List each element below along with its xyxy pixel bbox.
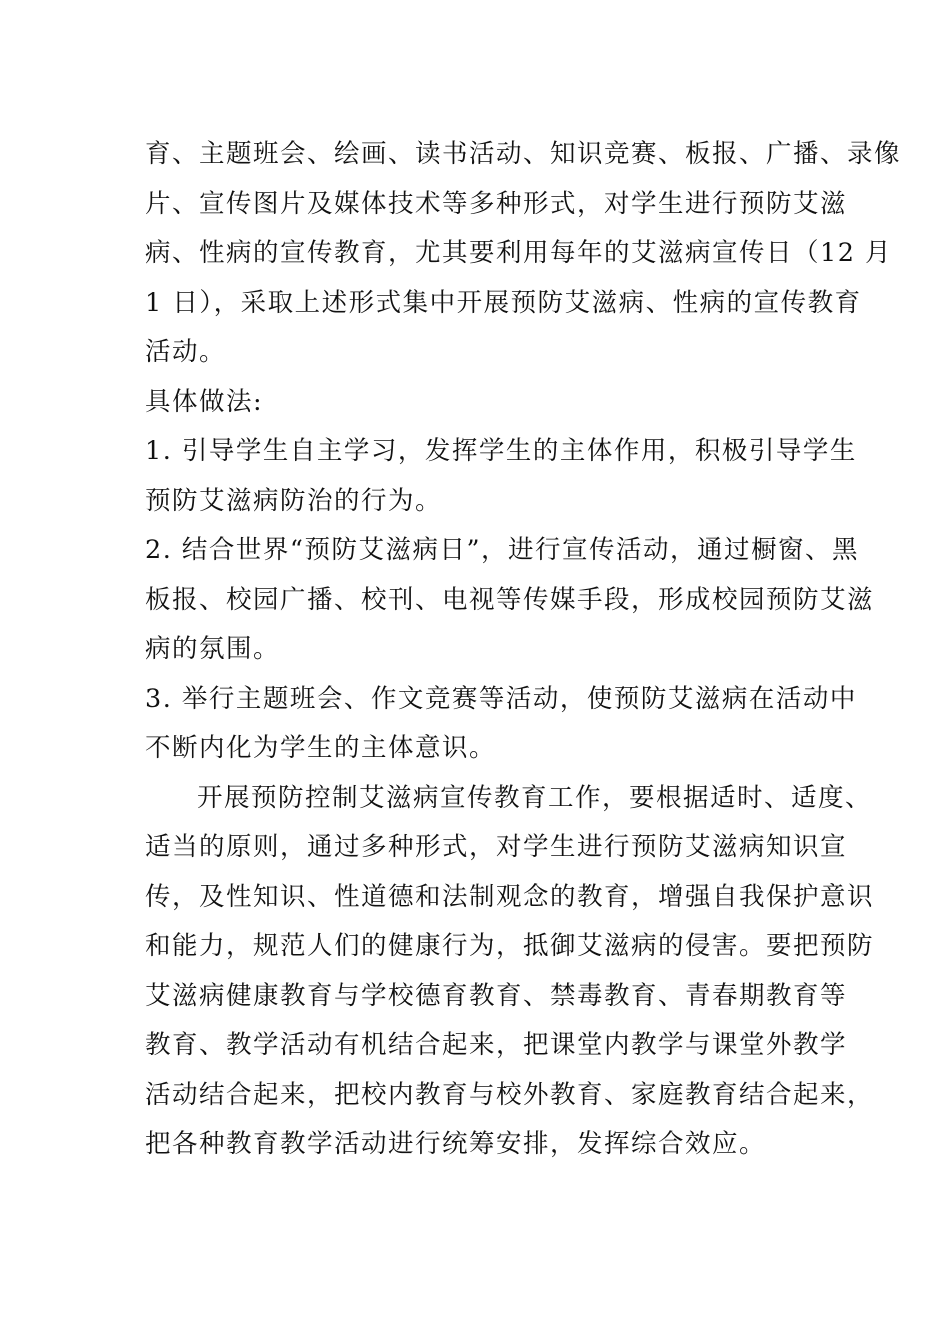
text-line: 活动结合起来，把校内教育与校外教育、家庭教育结合起来，: [145, 1079, 875, 1110]
text-line: 传，及性知识、性道德和法制观念的教育，增强自我保护意识: [145, 881, 875, 912]
text-line: 和能力，规范人们的健康行为，抵御艾滋病的侵害。要把预防: [145, 931, 875, 961]
text-line: 片、宣传图片及媒体技术等多种形式，对学生进行预防艾滋: [145, 188, 848, 219]
list-item-1-continued: 预防艾滋病防治的行为。: [145, 485, 443, 516]
text-line: 活动。: [145, 337, 227, 367]
text-line: 教育、教学活动有机结合起来，把课堂内教学与课堂外教学: [145, 1030, 848, 1060]
list-item-3-continued: 不断内化为学生的主体意识。: [145, 733, 497, 763]
list-item-3: 3. 举行主题班会、作文竞赛等活动，使预防艾滋病在活动中: [145, 683, 857, 714]
text-line: 1 日），采取上述形式集中开展预防艾滋病、性病的宣传教育: [145, 287, 862, 318]
document-body: [145, 130, 902, 1170]
paragraph-start: 开展预防控制艾滋病宣传教育工作，要根据适时、适度、: [197, 782, 873, 813]
list-item-1: 1. 引导学生自主学习，发挥学生的主体作用，积极引导学生: [145, 436, 857, 466]
list-item-2-continued: 板报、校园广播、校刊、电视等传媒手段，形成校园预防艾滋: [145, 584, 875, 615]
text-line: 把各种教育教学活动进行统筹安排，发挥综合效应。: [145, 1129, 767, 1159]
text-line: 病、性病的宣传教育，尤其要利用每年的艾滋病宣传日（12 月: [145, 238, 893, 268]
text-line: 艾滋病健康教育与学校德育教育、禁毒教育、青春期教育等: [145, 980, 848, 1011]
list-item-2: 2. 结合世界“预防艾滋病日”，进行宣传活动，通过橱窗、黑: [145, 535, 860, 565]
list-item-2-continued: 病的氛围。: [145, 634, 281, 664]
text-line: 育、主题班会、绘画、读书活动、知识竞赛、板报、广播、录像: [145, 139, 902, 169]
text-line: 适当的原则，通过多种形式，对学生进行预防艾滋病知识宣: [145, 832, 848, 862]
section-heading: 具体做法:: [145, 386, 264, 417]
